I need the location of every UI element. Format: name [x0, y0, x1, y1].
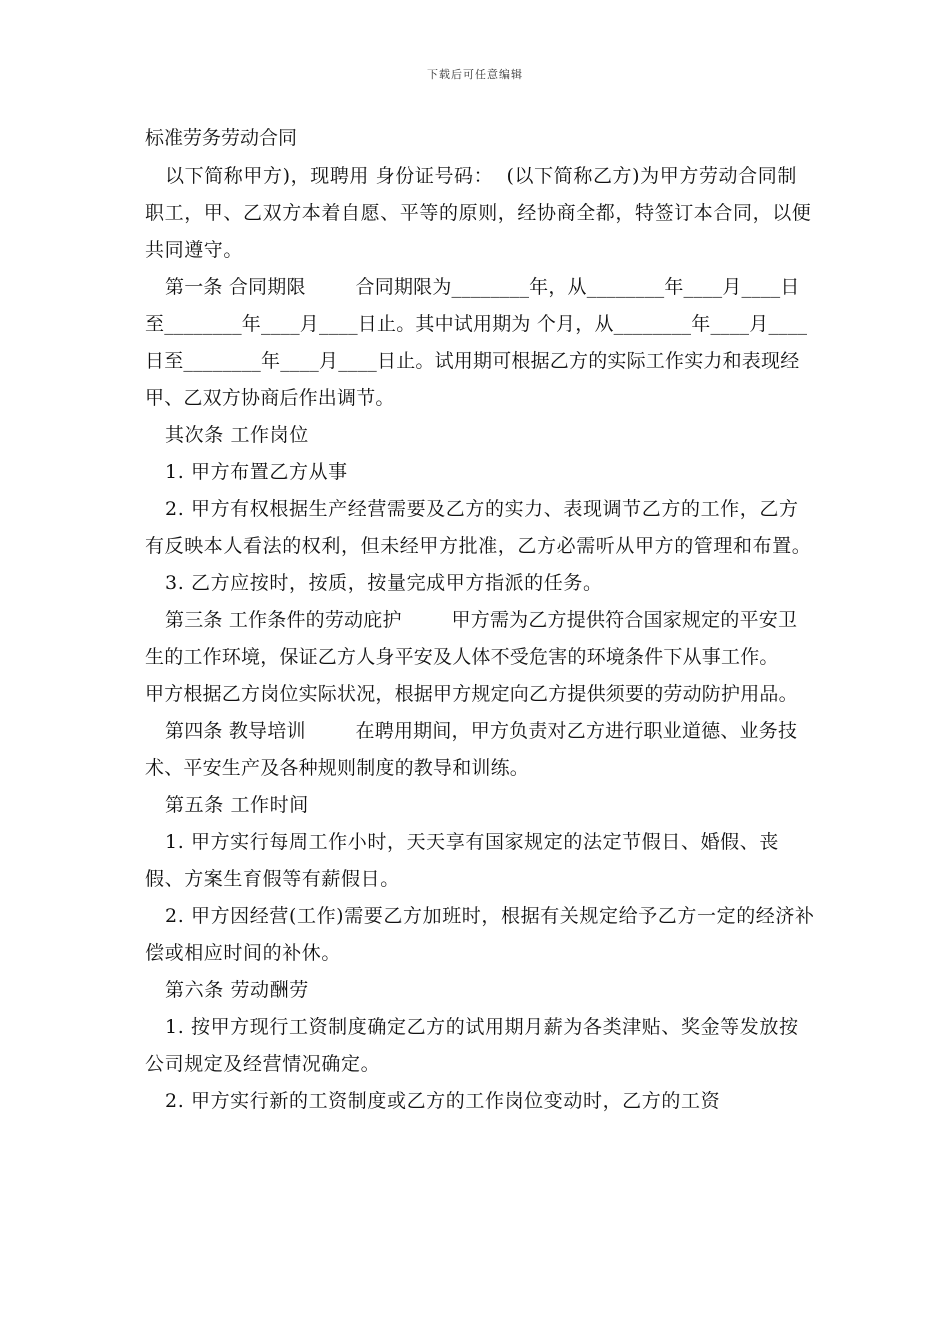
- paragraph-article-2-item-2: 2. 甲方有权根据生产经营需要及乙方的实力、表现调节乙方的工作，乙方有反映本人看法的权利，但未经甲方批准，乙方必需听从甲方的管理和布置。: [145, 498, 812, 557]
- document-title: 标准劳务劳动合同: [145, 127, 298, 149]
- paragraph-preamble: 以下简称甲方)，现聘用 身份证号码： (以下简称乙方)为甲方劳动合同制职工，甲、乙双方本着自愿、平等的原则，经协商全都，特签订本合同，以便共同遵守。: [145, 165, 812, 261]
- document-body: [145, 120, 829, 1120]
- paragraph-article-2-item-3: 3. 乙方应按时，按质，按量完成甲方指派的任务。: [165, 572, 603, 594]
- header-note: 下载后可任意编辑: [427, 68, 523, 81]
- paragraph-article-2-item-1: 1. 甲方布置乙方从事: [165, 461, 348, 483]
- paragraph-article-5-item-1: 1. 甲方实行每周工作小时，天天享有国家规定的法定节假日、婚假、丧假、方案生育假等有薪假日。: [145, 831, 779, 890]
- paragraph-article-6-item-1: 1. 按甲方现行工资制度确定乙方的试用期月薪为各类津贴、奖金等发放按公司规定及经营情况确定。: [145, 1016, 799, 1075]
- paragraph-article-6-item-2: 2. 甲方实行新的工资制度或乙方的工作岗位变动时，乙方的工资: [165, 1090, 721, 1112]
- paragraph-article-4: 第四条 教导培训 在聘用期间，甲方负责对乙方进行职业道德、业务技术、平安生产及各种规则制度的教导和训练。: [145, 720, 798, 779]
- paragraph-article-2-heading: 其次条 工作岗位: [165, 424, 309, 446]
- paragraph-article-5-heading: 第五条 工作时间: [165, 794, 309, 816]
- paragraph-article-1: 第一条 合同期限 合同期限为________年，从________年____月____日至________年____月____日止。其中试用期为 个月，从________年____月____日至________年____月____日止。试用期可根据乙方的实际工作实力和表现经甲、乙双方协商后作出调节。: [145, 276, 808, 409]
- paragraph-article-6-heading: 第六条 劳动酬劳: [165, 979, 309, 1001]
- paragraph-article-5-item-2: 2. 甲方因经营(工作)需要乙方加班时，根据有关规定给予乙方一定的经济补偿或相应时间的补休。: [145, 905, 815, 964]
- paragraph-article-3: 第三条 工作条件的劳动庇护 甲方需为乙方提供符合国家规定的平安卫生的工作环境，保证乙方人身平安及人体不受危害的环境条件下从事工作。 甲方根据乙方岗位实际状况，根据甲方规定向乙方提供须要的劳动防护用品。: [145, 609, 829, 705]
